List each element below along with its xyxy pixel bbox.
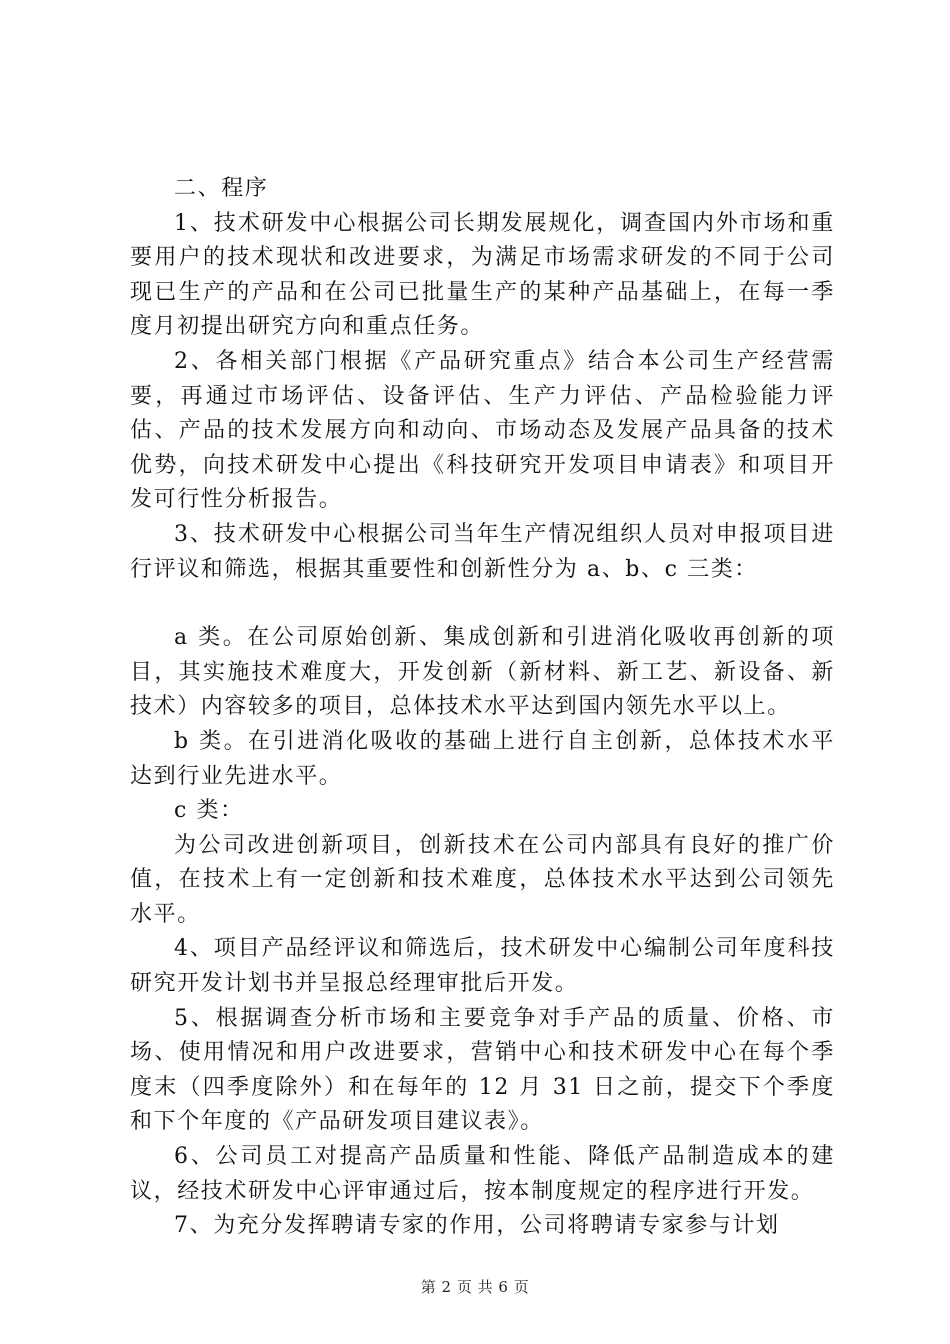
paragraph: 2、各相关部门根据《产品研究重点》结合本公司生产经营需要，再通过市场评估、设备评估、生产力评估、产品检验能力评估、产品的技术发展方向和动向、市场动态及发展产品具备的技术优势，向技术研发中心提出《科技研究开发项目申请表》和项目开发可行性分析报告。 [130, 348, 835, 513]
paragraph: 3、技术研发中心根据公司当年生产情况组织人员对申报项目进行评议和筛选，根据其重要性和创新性分为 a、b、c 三类： [130, 521, 835, 582]
blank-line [130, 587, 835, 621]
paragraph: a 类。在公司原始创新、集成创新和引进消化吸收再创新的项目，其实施技术难度大，开发创新（新材料、新工艺、新设备、新技术）内容较多的项目，总体技术水平达到国内领先水平以上。 [130, 625, 835, 720]
page-number-footer: 第 2 页 共 6 页 [420, 1278, 530, 1296]
paragraph: b 类。在引进消化吸收的基础上进行自主创新，总体技术水平达到行业先进水平。 [130, 728, 835, 789]
paragraph: 5、根据调查分析市场和主要竞争对手产品的质量、价格、市场、使用情况和用户改进要求，营销中心和技术研发中心在每个季度末（四季度除外）和在每年的 12 月 31 日之前，提交下个季度和下个年度的《产品研发项目建议表》。 [130, 1005, 835, 1135]
section-heading: 二、程序 [174, 176, 269, 201]
paragraph: 6、公司员工对提高产品质量和性能、降低产品制造成本的建议，经技术研发中心评审通过后，按本制度规定的程序进行开发。 [130, 1144, 835, 1204]
paragraph: 7、为充分发挥聘请专家的作用，公司将聘请专家参与计划 [174, 1213, 780, 1239]
paragraph: 1、技术研发中心根据公司长期发展规化，调查国内外市场和重要用户的技术现状和改进要求，为满足市场需求研发的不同于公司现已生产的产品和在公司已批量生产的某种产品基础上，在每一季度月初提出研究方向和重点任务。 [130, 210, 835, 340]
paragraph: 4、项目产品经评议和筛选后，技术研发中心编制公司年度科技研究开发计划书并呈报总经理审批后开发。 [130, 936, 835, 997]
paragraph: 为公司改进创新项目，创新技术在公司内部具有良好的推广价值，在技术上有一定创新和技术难度，总体技术水平达到公司领先水平。 [130, 832, 835, 927]
paragraph: c 类： [174, 798, 244, 824]
document-body [130, 172, 835, 1244]
